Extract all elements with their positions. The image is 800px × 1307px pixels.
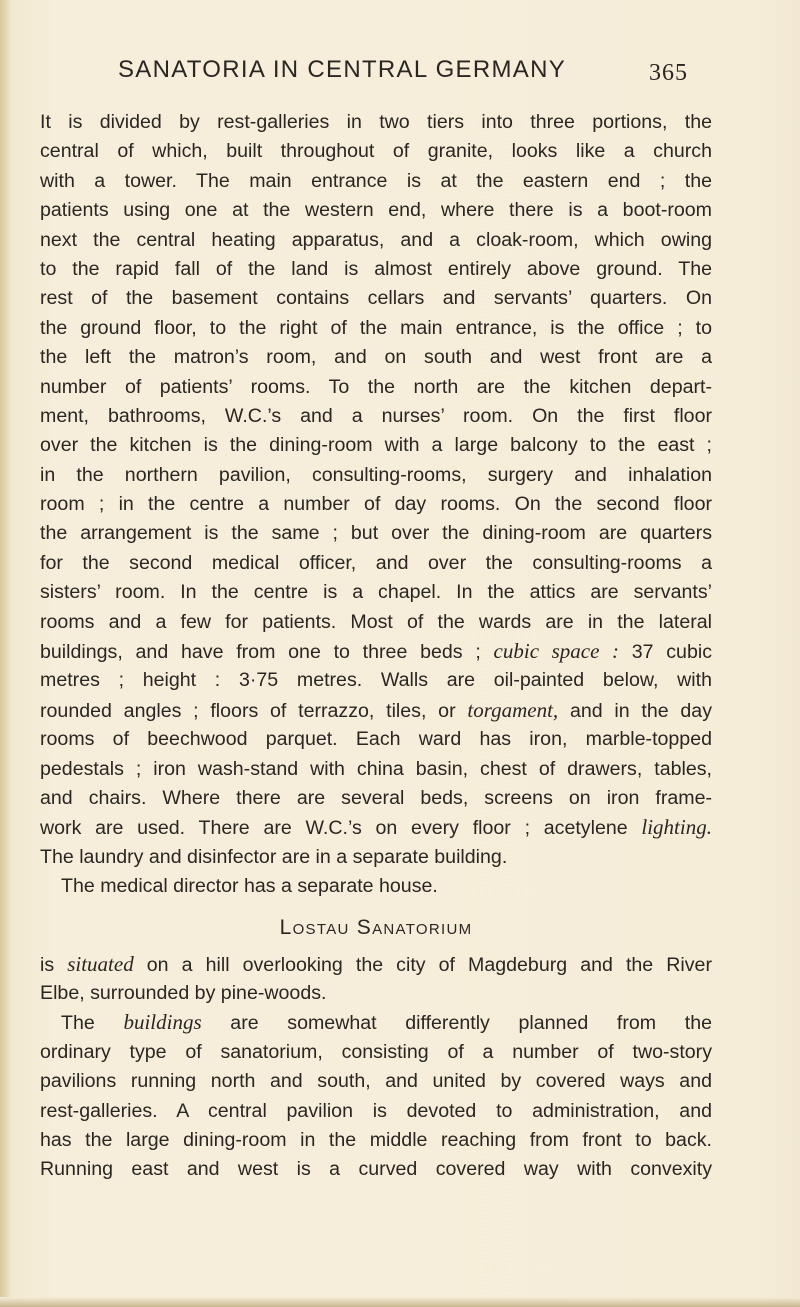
text-line: the ground floor, to the right of the main entrance, is the office ; to <box>40 316 712 339</box>
text-line: rest-galleries. A central pavilion is devoted to administration, and <box>40 1099 712 1122</box>
text-run: rounded angles ; floors of terrazzo, tiles, or <box>40 699 456 722</box>
text-line: room ; in the centre a number of day rooms. On the second floor <box>40 493 712 516</box>
text-line: number of patients’ rooms. To the north are the kitchen depart- <box>40 375 712 398</box>
text-run: on a hill overlooking the city of Magdeburg and the River <box>146 953 712 976</box>
text-line: The laundry and disinfector are in a separate building. <box>40 845 508 868</box>
text-line: with a tower. The main entrance is at the eastern end ; the <box>40 169 712 192</box>
text-line: rooms and a few for patients. Most of the wards are in the lateral <box>40 610 712 633</box>
text-run: and in the day <box>569 699 712 722</box>
text-line <box>40 950 712 979</box>
text-line: pedestals ; iron wash-stand with china basin, chest of drawers, tables, <box>40 757 712 780</box>
text-line: to the rapid fall of the land is almost entirely above ground. The <box>40 257 712 280</box>
text-line <box>40 696 712 725</box>
text-line: rooms of beechwood parquet. Each ward has iron, marble-topped <box>40 728 712 751</box>
text-line: the arrangement is the same ; but over the dining-room are quarters <box>40 522 712 545</box>
italic-term: situated <box>67 951 134 976</box>
italic-term: buildings <box>123 1010 202 1035</box>
text-line: metres ; height : 3·75 metres. Walls are oil-painted below, with <box>40 669 712 692</box>
text-line <box>40 637 712 666</box>
text-run: are somewhat differently planned from the <box>230 1012 712 1035</box>
text-line: Elbe, surrounded by pine-woods. <box>40 981 327 1004</box>
text-line: next the central heating apparatus, and a cloak-room, which owing <box>40 228 712 251</box>
text-run: work are used. There are W.C.’s on every floor ; acetylene <box>40 817 628 840</box>
text-run: is <box>40 953 55 976</box>
italic-term: cubic space : <box>493 639 619 664</box>
section-heading: Lostau Sanatorium <box>279 915 473 939</box>
text-line: sisters’ room. In the centre is a chapel. In the attics are servants’ <box>40 581 712 604</box>
page-number: 365 <box>649 60 688 86</box>
text-line: has the large dining-room in the middle reaching from front to back. <box>40 1128 712 1151</box>
text-line: pavilions running north and south, and united by covered ways and <box>40 1070 712 1093</box>
text-run: The <box>61 1012 95 1035</box>
text-line: and chairs. Where there are several beds, screens on iron frame- <box>40 786 712 809</box>
text-line: patients using one at the western end, where there is a boot-room <box>40 199 712 222</box>
text-line <box>40 813 712 842</box>
body-text <box>40 108 712 1185</box>
text-line: Running east and west is a curved covered way with convexity <box>40 1158 712 1181</box>
text-run: buildings, and have from one to three beds ; <box>40 641 481 664</box>
page-bottom-edge <box>0 1297 800 1307</box>
text-line: It is divided by rest-galleries in two tiers into three portions, the <box>40 111 712 133</box>
italic-term: lighting. <box>641 815 712 840</box>
text-line: for the second medical officer, and over the consulting-rooms a <box>40 551 712 574</box>
page-gutter <box>0 0 10 1307</box>
italic-term: torgament, <box>467 697 559 722</box>
text-line: over the kitchen is the dining-room with a large balcony to the east ; <box>40 434 712 457</box>
text-line: ment, bathrooms, W.C.’s and a nurses’ room. On the first floor <box>40 404 712 427</box>
text-line: rest of the basement contains cellars and servants’ quarters. On <box>40 287 712 310</box>
text-line: ordinary type of sanatorium, consisting of a number of two-story <box>40 1040 712 1063</box>
running-head: SANATORIA IN CENTRAL GERMANY <box>118 56 567 83</box>
text-line <box>40 1008 712 1037</box>
text-line: The medical director has a separate house. <box>61 875 438 898</box>
text-line: in the northern pavilion, consulting-rooms, surgery and inhalation <box>40 463 712 486</box>
text-line: central of which, built throughout of granite, looks like a church <box>40 140 712 163</box>
text-run: 37 cubic <box>631 641 713 664</box>
text-line: the left the matron’s room, and on south and west front are a <box>40 346 712 369</box>
